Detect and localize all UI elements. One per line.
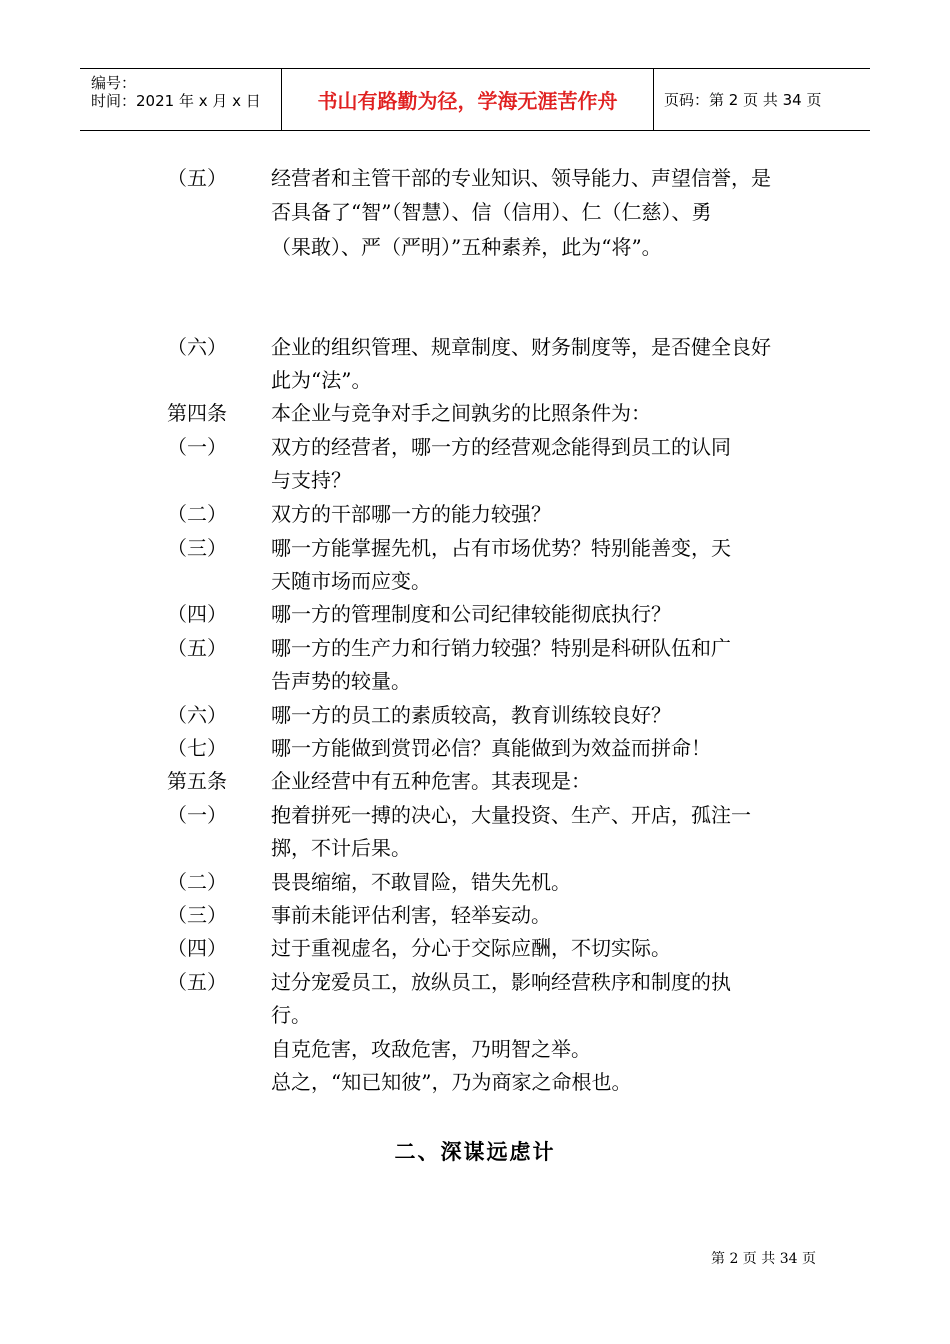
item-text: 抱着拼死一搏的决心，大量投资、生产、开店，孤注一: [271, 803, 751, 827]
doc-time-label: 时间：2021 年 x 月 x 日: [91, 92, 261, 110]
item-label: （一）: [167, 435, 227, 459]
item-text-continued: （果敢）、严（严明）”五种素养，此为“将”。: [271, 235, 662, 259]
closing-text: 自克危害，攻敌危害，乃明智之举。: [271, 1037, 591, 1061]
item-label: （四）: [167, 936, 227, 960]
item-label: （六）: [167, 703, 227, 727]
item-label: （二）: [167, 870, 227, 894]
article-text: 本企业与竞争对手之间孰劣的比照条件为：: [271, 401, 651, 425]
closing-text: 总之，“知已知彼”，乃为商家之命根也。: [271, 1070, 632, 1094]
article-label: 第五条: [167, 769, 227, 793]
header-table: [80, 68, 870, 131]
item-text: 哪一方能掌握先机，占有市场优势？特别能善变，天: [271, 536, 731, 560]
item-text: 过分宠爱员工，放纵员工，影响经营秩序和制度的执: [271, 970, 731, 994]
article-text: 企业经营中有五种危害。其表现是：: [271, 769, 591, 793]
item-label: （五）: [167, 636, 227, 660]
header-meta-cell: [80, 69, 282, 130]
article-label: 第四条: [167, 401, 227, 425]
item-text: 哪一方能做到赏罚必信？真能做到为效益而拼命！: [271, 736, 711, 760]
header-page-info: 页码：第 2 页 共 34 页: [664, 91, 822, 109]
header-motto: 书山有路勤为径，学海无涯苦作舟: [317, 89, 618, 113]
item-text: 经营者和主管干部的专业知识、领导能力、声望信誉，是: [271, 166, 771, 190]
item-label: （三）: [167, 903, 227, 927]
item-label: （七）: [167, 736, 227, 760]
item-text: 哪一方的员工的素质较高，教育训练较良好？: [271, 703, 671, 727]
item-text: 哪一方的管理制度和公司纪律较能彻底执行？: [271, 602, 671, 626]
doc-number-label: 编号：: [91, 74, 137, 92]
item-label: （二）: [167, 502, 227, 526]
item-text: 事前未能评估利害，轻举妄动。: [271, 903, 551, 927]
item-label: （三）: [167, 536, 227, 560]
item-label: （五）: [167, 166, 227, 190]
item-text-continued: 行。: [271, 1003, 311, 1027]
item-text: 企业的组织管理、规章制度、财务制度等，是否健全良好: [271, 335, 771, 359]
item-text: 畏畏缩缩，不敢冒险，错失先机。: [271, 870, 571, 894]
item-text: 过于重视虚名，分心于交际应酬，不切实际。: [271, 936, 671, 960]
page-footer: 第 2 页 共 34 页: [711, 1251, 816, 1267]
item-text: 双方的经营者，哪一方的经营观念能得到员工的认同: [271, 435, 731, 459]
item-text: 哪一方的生产力和行销力较强？特别是科研队伍和广: [271, 636, 731, 660]
item-text-continued: 否具备了“智”（智慧）、信（信用）、仁（仁慈）、勇: [271, 200, 712, 224]
header-motto-cell: [282, 69, 654, 130]
item-text-continued: 此为“法”。: [271, 368, 372, 392]
item-text: 双方的干部哪一方的能力较强？: [271, 502, 551, 526]
item-label: （六）: [167, 335, 227, 359]
item-text-continued: 告声势的较量。: [271, 669, 411, 693]
item-text-continued: 掷，不计后果。: [271, 836, 411, 860]
item-label: （四）: [167, 602, 227, 626]
section-title: 二、深谋远虑计: [394, 1139, 556, 1164]
item-text-continued: 天随市场而应变。: [271, 569, 431, 593]
item-label: （五）: [167, 970, 227, 994]
item-text-continued: 与支持？: [271, 468, 351, 492]
item-label: （一）: [167, 803, 227, 827]
